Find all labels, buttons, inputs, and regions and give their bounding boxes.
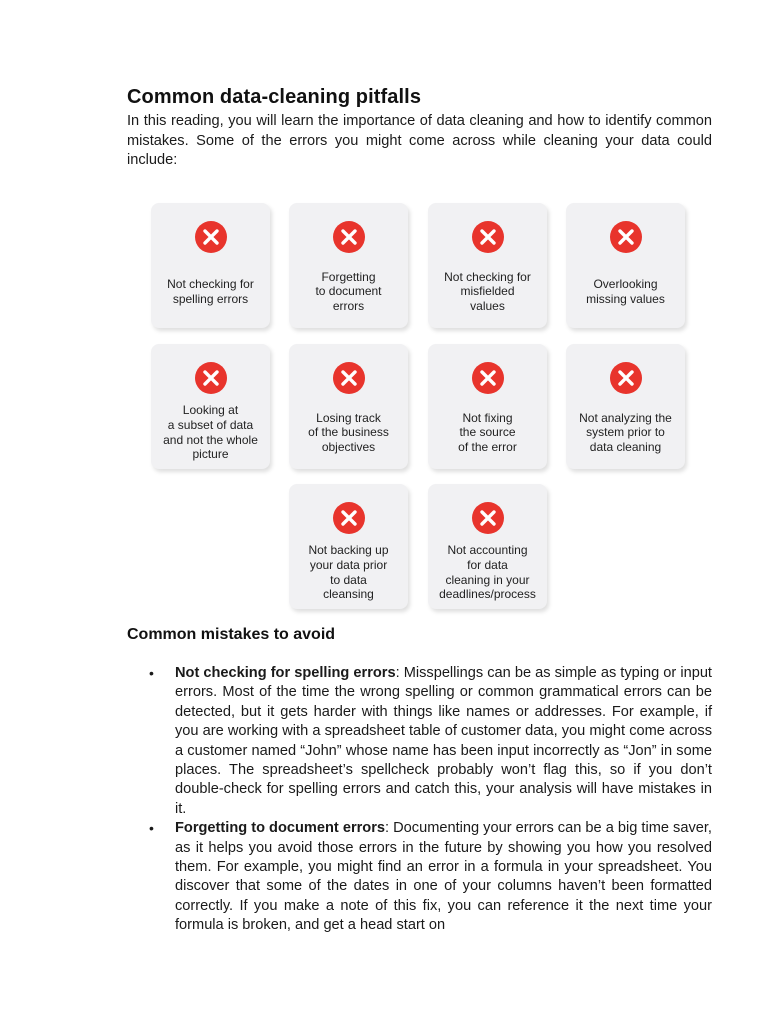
- pitfall-card: [151, 203, 270, 328]
- pitfall-card: [428, 203, 547, 328]
- x-circle-icon: [194, 361, 228, 395]
- x-circle-icon: [471, 361, 505, 395]
- bullet-icon: •: [149, 820, 154, 837]
- x-circle-icon: [332, 220, 366, 254]
- mistake-text: : Misspellings can be as simple as typing or input errors. Most of the time the wrong spelling or common grammatical errors can be detected, but it gets harder with things like names or addresses. For example, if you are working with a spreadsheet table of customer data, you might come across a customer named “John” whose name has been input incorrectly as “Jon” in some places. The spreadsheet’s spellcheck probably won’t flag this, so if you don’t double-check for spelling errors and catch this, your analysis will have mistakes in it.: [175, 665, 712, 817]
- x-circle-icon: [194, 220, 228, 254]
- mistake-term: Forgetting to document errors: [175, 820, 386, 837]
- pitfall-label: Not checking for misfielded values: [444, 269, 531, 313]
- mistakes-list: [127, 664, 712, 936]
- pitfall-label: Not checking for spelling errors: [167, 276, 254, 306]
- list-item: [127, 819, 712, 935]
- section-heading: Common mistakes to avoid: [127, 626, 336, 643]
- pitfall-card: [428, 344, 547, 469]
- x-circle-icon: [609, 220, 643, 254]
- pitfall-card: [151, 344, 270, 469]
- mistake-term: Not checking for spelling errors: [175, 665, 396, 681]
- pitfall-label: Overlooking missing values: [586, 276, 665, 306]
- x-circle-icon: [471, 220, 505, 254]
- pitfall-label: Looking at a subset of data and not the whole picture: [163, 403, 258, 462]
- list-item: [127, 664, 712, 819]
- x-circle-icon: [332, 501, 366, 535]
- pitfall-card: [289, 203, 408, 328]
- x-circle-icon: [609, 361, 643, 395]
- x-circle-icon: [471, 501, 505, 535]
- mistake-text: : Documenting your errors can be a big time saver, as it helps you avoid those errors in the future by showing you how you resolved them. For example, you might find an error in a formula in your spreadsheet. You discover that some of the dates in one of your columns haven’t been formatted correctly. If you make a note of this fix, you can reference it the next time your formula is broken, and get a head start on: [175, 820, 712, 934]
- pitfall-card: [428, 484, 547, 609]
- pitfall-card: [289, 344, 408, 469]
- page-title: Common data-cleaning pitfalls: [127, 86, 422, 108]
- pitfall-label: Not accounting for data cleaning in your deadlines/process: [439, 543, 536, 602]
- pitfall-label: Not analyzing the system prior to data cleaning: [579, 410, 672, 454]
- pitfall-label: Forgetting to document errors: [315, 269, 382, 313]
- bullet-icon: •: [149, 665, 154, 681]
- pitfall-label: Losing track of the business objectives: [308, 410, 389, 454]
- pitfall-label: Not fixing the source of the error: [458, 410, 517, 454]
- pitfall-card: [566, 203, 685, 328]
- intro-paragraph: In this reading, you will learn the importance of data cleaning and how to identify common mistakes. Some of the errors you might come across while cleaning your data could include:: [127, 113, 712, 168]
- pitfall-card: [289, 484, 408, 609]
- pitfall-card: [566, 344, 685, 469]
- x-circle-icon: [332, 361, 366, 395]
- pitfall-label: Not backing up your data prior to data cleansing: [308, 543, 389, 602]
